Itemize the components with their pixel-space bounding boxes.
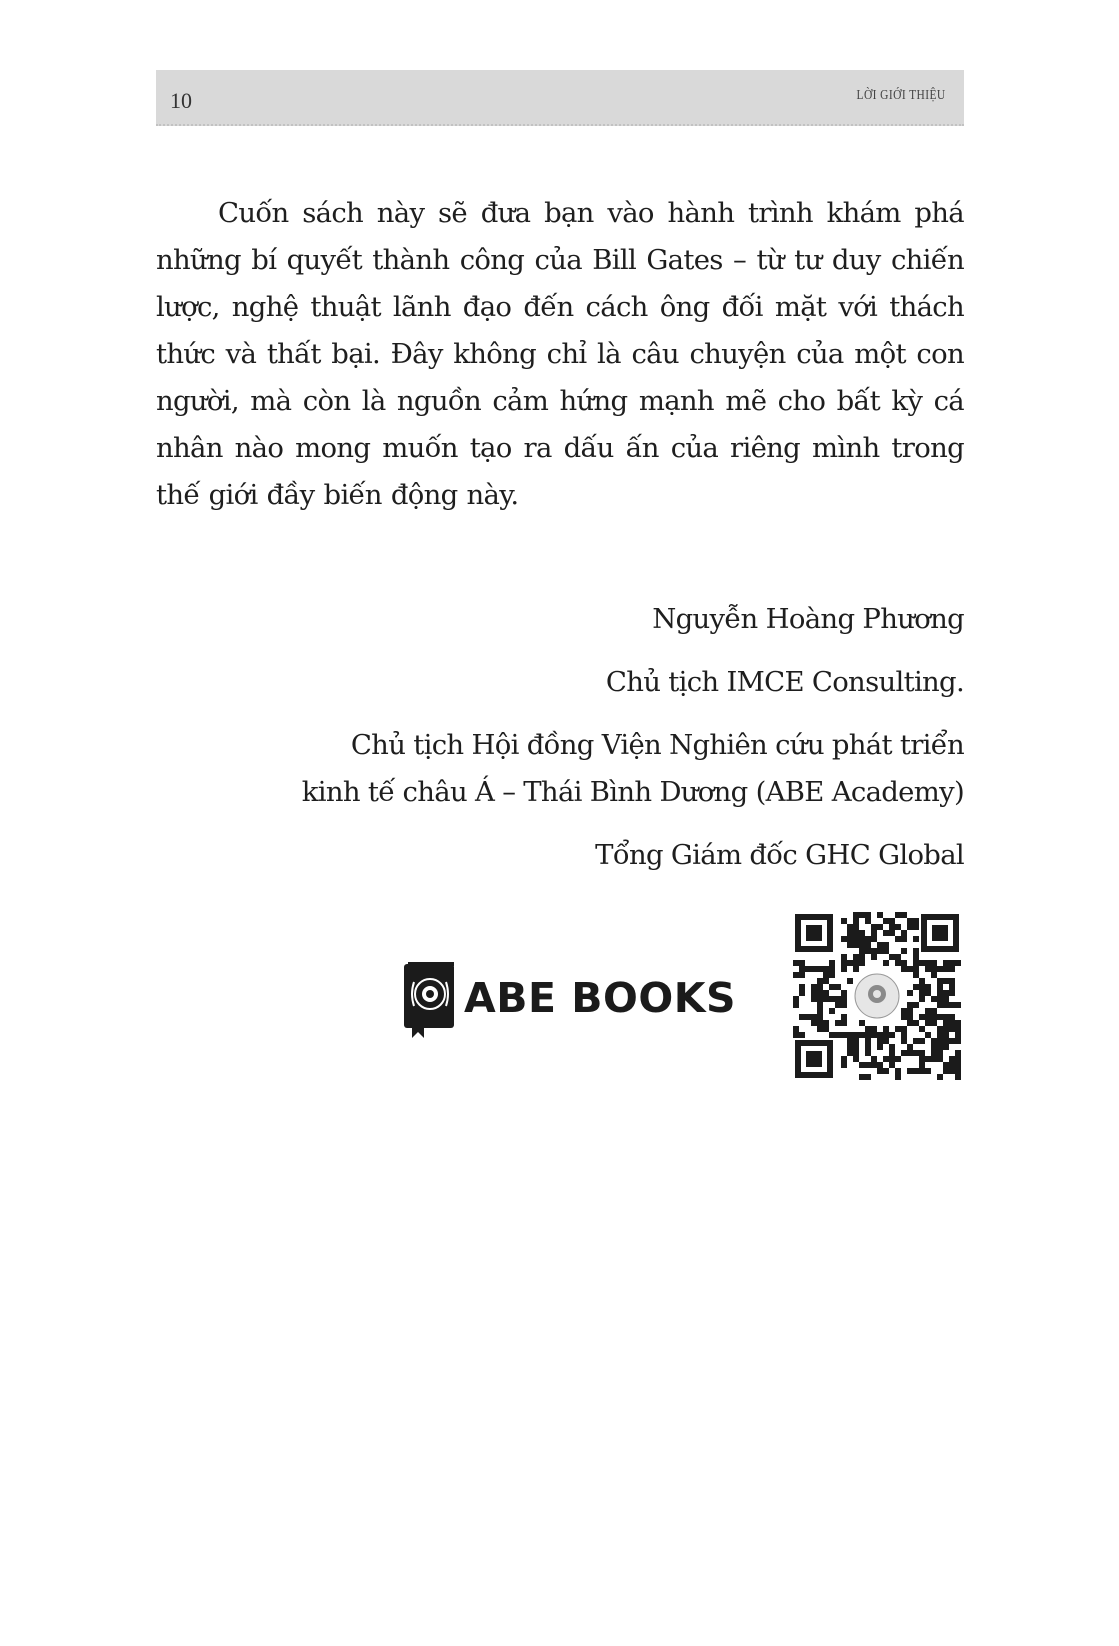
signature-block <box>204 596 964 879</box>
author-title-2-line-1: Chủ tịch Hội đồng Viện Nghiên cứu phát triển <box>350 729 964 761</box>
author-name: Nguyễn Hoàng Phương <box>652 603 964 635</box>
author-title-1: Chủ tịch IMCE Consulting. <box>605 666 964 698</box>
author-title-2-line-2: kinh tế châu Á – Thái Bình Dương (ABE Academy) <box>301 776 964 808</box>
author-title-3: Tổng Giám đốc GHC Global <box>595 839 964 871</box>
body-paragraph: Cuốn sách này sẽ đưa bạn vào hành trình khám phá những bí quyết thành công của Bill Gates – từ tư duy chiến lược, nghệ thuật lãnh đạo đến cách ông đối mặt với thách thức và thất bại. Đây không chỉ là câu chuyện của một con người, mà còn là nguồn cảm hứng mạnh mẽ cho bất kỳ cá nhân nào mong muốn tạo ra dấu ấn của riêng mình trong thế giới đầy biến động này. <box>156 197 964 511</box>
section-title: LỜI GIỚI THIỆU <box>856 88 946 103</box>
running-header <box>156 70 964 126</box>
publisher-logo <box>402 960 737 1040</box>
publisher-name: ABE BOOKS <box>464 974 737 1022</box>
page-number: 10 <box>170 88 192 113</box>
qr-code <box>793 912 961 1080</box>
book-logo-icon <box>402 960 458 1040</box>
